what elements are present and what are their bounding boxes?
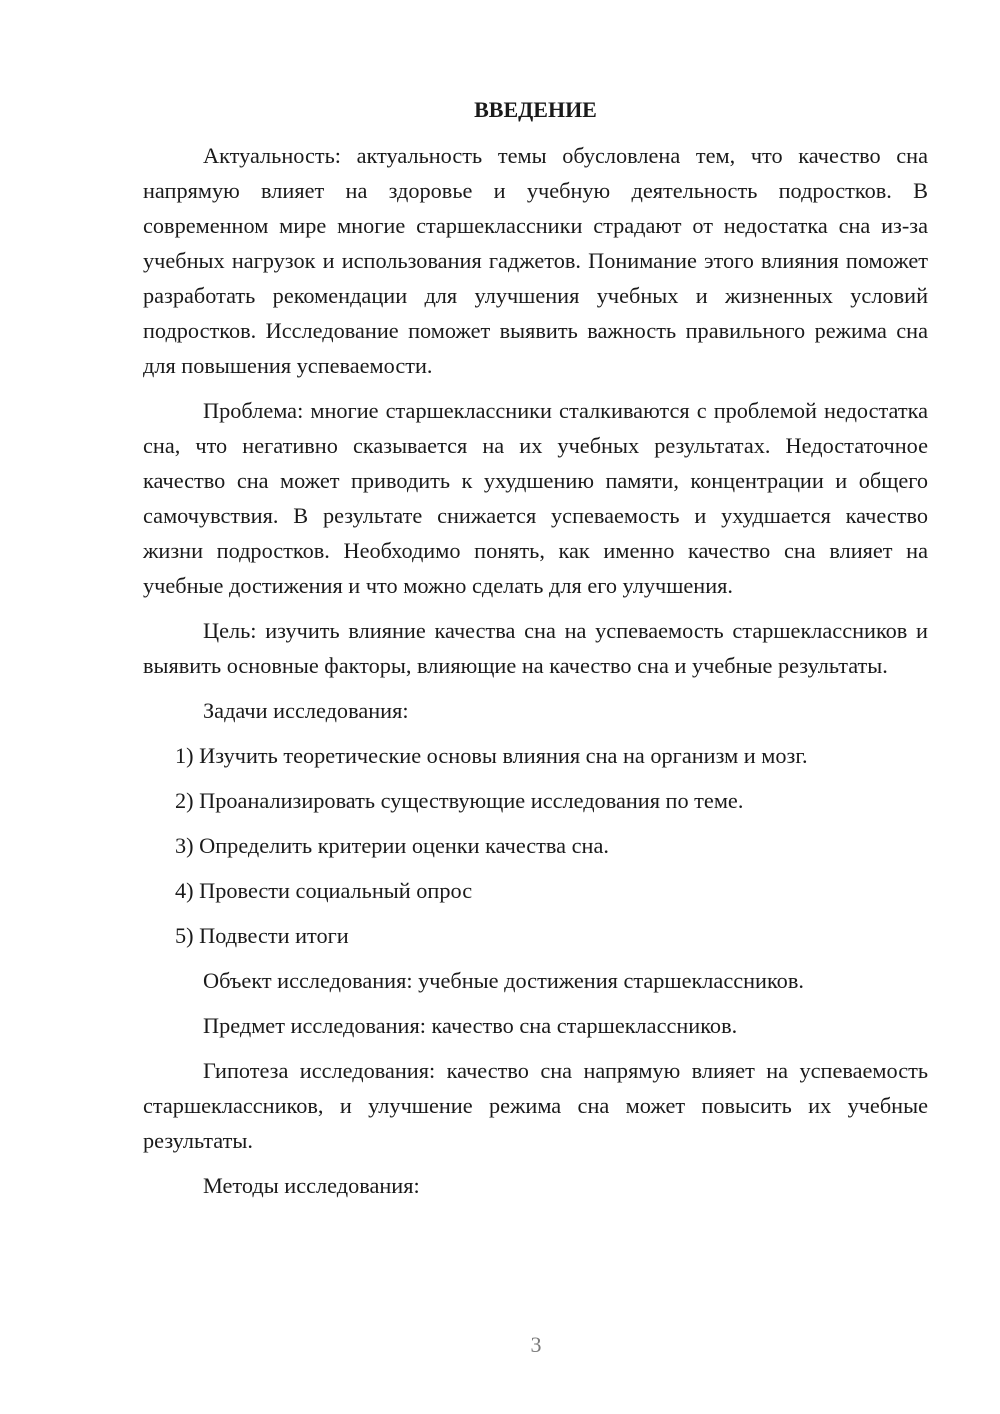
hypothesis-paragraph: Гипотеза исследования: качество сна напрямую влияет на успеваемость старшеклассников, и улучшение режима сна может повысить их учебные результаты.: [143, 1058, 928, 1153]
goal-paragraph: Цель: изучить влияние качества сна на успеваемость старшеклассников и выявить основные факторы, влияющие на качество сна и учебные результаты.: [143, 618, 928, 678]
list-item: 1) Изучить теоретические основы влияния сна на организм и мозг.: [175, 743, 808, 768]
list-item: 5) Подвести итоги: [175, 923, 349, 948]
section-title: ВВЕДЕНИЕ: [474, 97, 597, 122]
methods-heading: Методы исследования:: [203, 1173, 420, 1198]
problem-paragraph: Проблема: многие старшеклассники сталкиваются с проблемой недостатка сна, что негативно сказывается на их учебных результатах. Недостаточное качество сна может приводить к ухудшению памяти, концентрации и общего самочувствия. В результате снижается успеваемость и ухудшается качество жизни подростков. Необходимо понять, как именно качество сна влияет на учебные достижения и что можно сделать для его улучшения.: [143, 398, 928, 598]
page-number: 3: [530, 1332, 542, 1357]
tasks-list: [143, 738, 928, 953]
tasks-heading: Задачи исследования:: [203, 698, 409, 723]
page-content: [143, 94, 928, 1213]
list-item: 4) Провести социальный опрос: [175, 878, 473, 903]
list-item: 3) Определить критерии оценки качества сна.: [175, 833, 609, 858]
object-paragraph: Объект исследования: учебные достижения старшеклассников.: [203, 968, 804, 993]
subject-paragraph: Предмет исследования: качество сна старшеклассников.: [203, 1013, 738, 1038]
relevance-paragraph: Актуальность: актуальность темы обусловлена тем, что качество сна напрямую влияет на здоровье и учебную деятельность подростков. В современном мире многие старшеклассники страдают от недостатка сна из-за учебных нагрузок и использования гаджетов. Понимание этого влияния поможет разработать рекомендации для улучшения учебных и жизненных условий подростков. Исследование поможет выявить важность правильного режима сна для повышения успеваемости.: [143, 143, 928, 378]
list-item: 2) Проанализировать существующие исследования по теме.: [175, 788, 744, 813]
